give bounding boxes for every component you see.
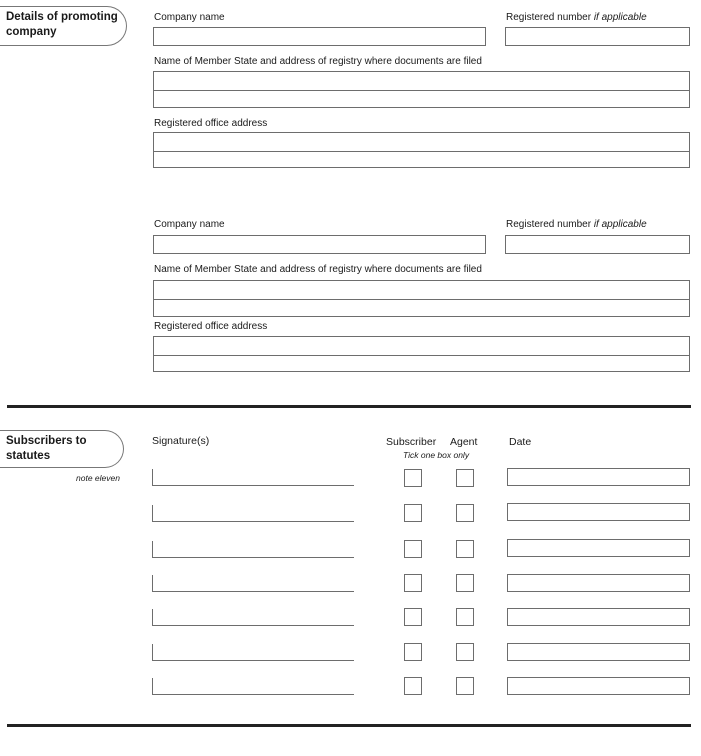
office-address-field[interactable] bbox=[153, 336, 690, 372]
agent-checkbox[interactable] bbox=[456, 608, 474, 626]
agent-checkbox[interactable] bbox=[456, 504, 474, 522]
agent-checkbox[interactable] bbox=[456, 643, 474, 661]
promoting-section-title-text: Details of promoting company bbox=[6, 11, 118, 38]
date-field[interactable] bbox=[507, 608, 690, 626]
member-state-label: Name of Member State and address of registry where documents are filed bbox=[154, 264, 482, 275]
member-state-address-field[interactable] bbox=[153, 71, 690, 108]
subscriber-checkbox[interactable] bbox=[404, 504, 422, 522]
signature-field[interactable] bbox=[152, 644, 354, 661]
section-divider bbox=[7, 405, 691, 408]
date-label: Date bbox=[509, 436, 532, 448]
date-field[interactable] bbox=[507, 468, 690, 486]
registered-number-field[interactable] bbox=[505, 27, 690, 46]
date-field[interactable] bbox=[507, 643, 690, 661]
registered-number-field[interactable] bbox=[505, 235, 690, 254]
date-field[interactable] bbox=[507, 539, 690, 557]
subscriber-checkbox[interactable] bbox=[404, 677, 422, 695]
company-name-field[interactable] bbox=[153, 27, 486, 46]
promoting-section-title bbox=[0, 6, 127, 46]
agent-checkbox[interactable] bbox=[456, 677, 474, 695]
date-field[interactable] bbox=[507, 503, 690, 521]
tick-instruction: Tick one box only bbox=[403, 450, 470, 460]
subscribers-section-title-text: Subscribers to statutes bbox=[6, 435, 87, 462]
office-address-label: Registered office address bbox=[154, 118, 268, 129]
company-name-label: Company name bbox=[154, 12, 225, 23]
subscribers-section-title bbox=[0, 430, 124, 468]
subscriber-checkbox[interactable] bbox=[404, 469, 422, 487]
signature-field[interactable] bbox=[152, 678, 354, 695]
date-field[interactable] bbox=[507, 677, 690, 695]
company-name-label: Company name bbox=[154, 219, 225, 230]
signature-field[interactable] bbox=[152, 505, 354, 522]
office-address-field[interactable] bbox=[153, 132, 690, 168]
office-address-label: Registered office address bbox=[154, 321, 268, 332]
member-state-label: Name of Member State and address of registry where documents are filed bbox=[154, 56, 482, 67]
subscriber-checkbox[interactable] bbox=[404, 643, 422, 661]
signature-field[interactable] bbox=[152, 575, 354, 592]
signature-field[interactable] bbox=[152, 609, 354, 626]
member-state-address-field[interactable] bbox=[153, 280, 690, 317]
subscriber-checkbox[interactable] bbox=[404, 608, 422, 626]
agent-checkbox[interactable] bbox=[456, 574, 474, 592]
signature-field[interactable] bbox=[152, 541, 354, 558]
company-name-field[interactable] bbox=[153, 235, 486, 254]
bottom-divider bbox=[7, 724, 691, 727]
registered-number-label: Registered number if applicable bbox=[506, 219, 647, 230]
agent-label: Agent bbox=[450, 436, 478, 448]
date-field[interactable] bbox=[507, 574, 690, 592]
subscriber-checkbox[interactable] bbox=[404, 574, 422, 592]
registered-number-label: Registered number if applicable bbox=[506, 12, 647, 23]
subscriber-checkbox[interactable] bbox=[404, 540, 422, 558]
signature-label: Signature(s) bbox=[152, 435, 210, 447]
signature-field[interactable] bbox=[152, 469, 354, 486]
agent-checkbox[interactable] bbox=[456, 469, 474, 487]
subscriber-label: Subscriber bbox=[386, 436, 437, 448]
agent-checkbox[interactable] bbox=[456, 540, 474, 558]
note-reference: note eleven bbox=[76, 473, 120, 483]
